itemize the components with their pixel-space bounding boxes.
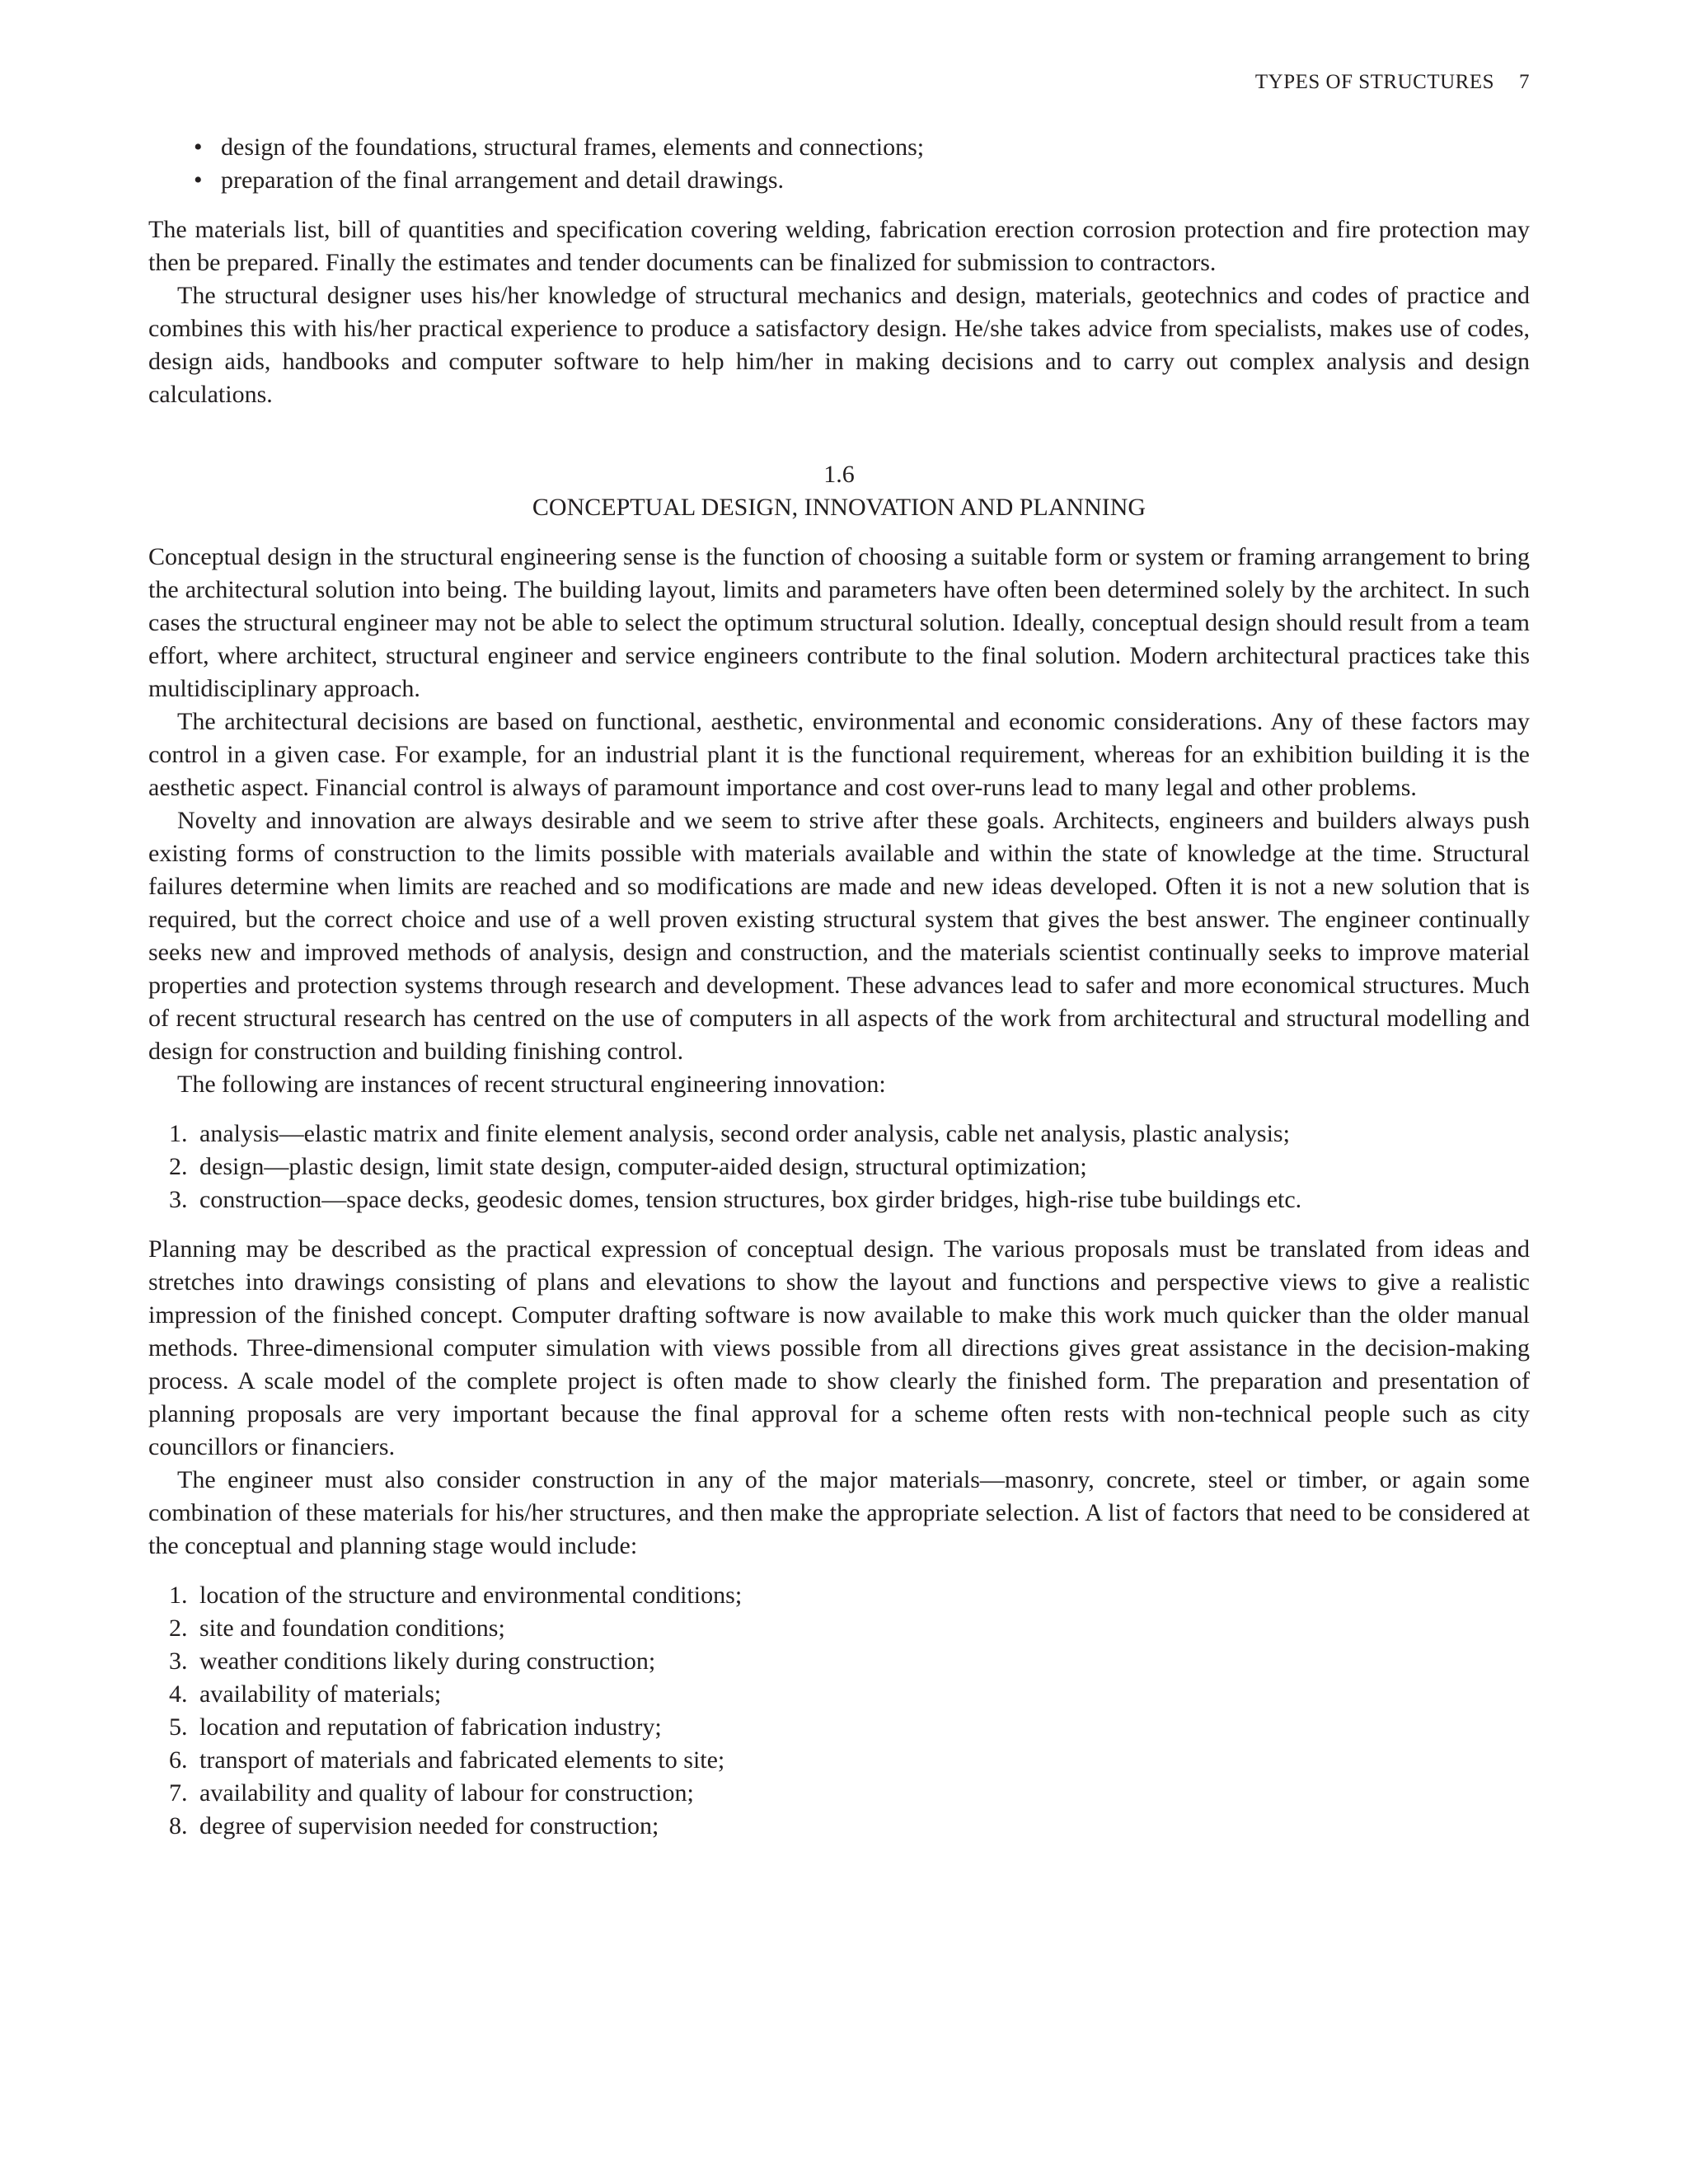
bullet-item-text: preparation of the final arrangement and detail drawings.	[221, 166, 785, 194]
list-item-text: transport of materials and fabricated elements to site;	[199, 1746, 725, 1774]
list-item-number: 8.	[169, 1812, 188, 1840]
paragraph-novelty-innovation: Novelty and innovation are always desirable and we seem to strive after these goals. Architects, engineers and builders always push existing forms of construction to the limits possible with materials available and within the state of knowledge at the time. Structural failures determine when limits are reached and so modifications are made and new ideas developed. Often it is not a new solution that is required, but the correct choice and use of a well proven existing structural system that gives the best answer. The engineer continually seeks new and improved methods of analysis, design and construction, and the materials scientist continually seeks to improve material properties and protection systems through research and development. These advances lead to safer and more economical structures. Much of recent structural research has centred on the use of computers in all aspects of the work from architectural and structural modelling and design for construction and building finishing control.	[148, 807, 1530, 1065]
factors-list	[148, 1579, 1530, 1843]
list-item	[148, 1678, 1530, 1711]
paragraph-materials-selection: The engineer must also consider construction in any of the major materials—masonry, concrete, steel or timber, or again some combination of these materials for his/her structures, and then make the appropriate selection. A list of factors that need to be considered at the conceptual and planning stage would include:	[148, 1466, 1530, 1559]
list-item	[148, 1744, 1530, 1777]
page-body	[148, 131, 1530, 1859]
paragraph-planning: Planning may be described as the practical expression of conceptual design. The various proposals must be translated from ideas and stretches into drawings consisting of plans and elevations to show the layout and functions and perspective views to give a realistic impression of the finished concept. Computer drafting software is now available to make this work much quicker than the older manual methods. Three-dimensional computer simulation with views possible from all directions gives great assistance in the decision-making process. A scale model of the complete project is often made to show clearly the finished form. The preparation and presentation of planning proposals are very important because the final approval for a scheme often rests with non-technical people such as city councillors or financiers.	[148, 1235, 1530, 1460]
list-item-text: design—plastic design, limit state design, computer-aided design, structural optimization;	[199, 1153, 1087, 1180]
bullet-item-text: design of the foundations, structural frames, elements and connections;	[221, 134, 925, 161]
innovation-list	[148, 1118, 1530, 1216]
page-number: 7	[1519, 71, 1530, 93]
list-item	[148, 1645, 1530, 1678]
running-header	[1255, 71, 1530, 94]
bullet-item	[148, 164, 1530, 197]
paragraph-materials-list: The materials list, bill of quantities and specification covering welding, fabrication erection corrosion protection and fire protection may then be prepared. Finally the estimates and tender documents can be finalized for submission to contractors.	[148, 216, 1530, 276]
list-item	[148, 1810, 1530, 1843]
design-steps-bullet-list	[148, 131, 1530, 197]
list-item-number: 1.	[169, 1120, 188, 1147]
section-number: 1.6	[823, 461, 855, 488]
list-item-number: 4.	[169, 1680, 188, 1708]
list-item-number: 2.	[169, 1153, 188, 1180]
list-item-number: 1.	[169, 1582, 188, 1609]
bullet-marker: •	[194, 166, 203, 194]
list-item	[148, 1612, 1530, 1645]
list-item-text: analysis—elastic matrix and finite element analysis, second order analysis, cable net analysis, plastic analysis;	[199, 1120, 1290, 1147]
list-item-text: site and foundation conditions;	[199, 1615, 505, 1642]
list-item-number: 7.	[169, 1779, 188, 1807]
list-item-number: 6.	[169, 1746, 188, 1774]
section-heading	[148, 458, 1530, 524]
list-item-text: location of the structure and environmental conditions;	[199, 1582, 743, 1609]
paragraph-conceptual-design: Conceptual design in the structural engineering sense is the function of choosing a suitable form or system or framing arrangement to bring the architectural solution into being. The building layout, limits and parameters have often been determined solely by the architect. In such cases the structural engineer may not be able to select the optimum structural solution. Ideally, conceptual design should result from a team effort, where architect, structural engineer and service engineers contribute to the final solution. Modern architectural practices take this multidisciplinary approach.	[148, 543, 1530, 702]
list-item-text: availability and quality of labour for construction;	[199, 1779, 694, 1807]
list-item	[148, 1183, 1530, 1216]
bullet-marker: •	[194, 134, 203, 161]
list-item	[148, 1118, 1530, 1151]
section-title: CONCEPTUAL DESIGN, INNOVATION AND PLANNING	[532, 494, 1146, 521]
running-header-title: TYPES OF STRUCTURES	[1254, 71, 1494, 93]
list-item	[148, 1777, 1530, 1810]
list-item-text: construction—space decks, geodesic domes, tension structures, box girder bridges, high-rise tube buildings etc.	[199, 1186, 1302, 1213]
list-item-text: availability of materials;	[199, 1680, 442, 1708]
paragraph-structural-designer: The structural designer uses his/her knowledge of structural mechanics and design, materials, geotechnics and codes of practice and combines this with his/her practical experience to produce a satisfactory design. He/she takes advice from specialists, makes use of codes, design aids, handbooks and computer software to help him/her in making decisions and to carry out complex analysis and design calculations.	[148, 282, 1530, 408]
list-item	[148, 1711, 1530, 1744]
bullet-item	[148, 131, 1530, 164]
list-item-number: 5.	[169, 1713, 188, 1741]
list-item-text: location and reputation of fabrication industry;	[199, 1713, 662, 1741]
list-item-text: weather conditions likely during construction;	[199, 1647, 656, 1675]
paragraph-innovation-intro: The following are instances of recent structural engineering innovation:	[177, 1071, 886, 1098]
list-item	[148, 1151, 1530, 1183]
paragraph-architectural-decisions: The architectural decisions are based on functional, aesthetic, environmental and economic considerations. Any of these factors may control in a given case. For example, for an industrial plant it is the functional requirement, whereas for an exhibition building it is the aesthetic aspect. Financial control is always of paramount importance and cost over-runs lead to many legal and other problems.	[148, 708, 1530, 801]
list-item-number: 3.	[169, 1186, 188, 1213]
list-item-number: 2.	[169, 1615, 188, 1642]
list-item-number: 3.	[169, 1647, 188, 1675]
list-item-text: degree of supervision needed for construction;	[199, 1812, 659, 1840]
list-item	[148, 1579, 1530, 1612]
